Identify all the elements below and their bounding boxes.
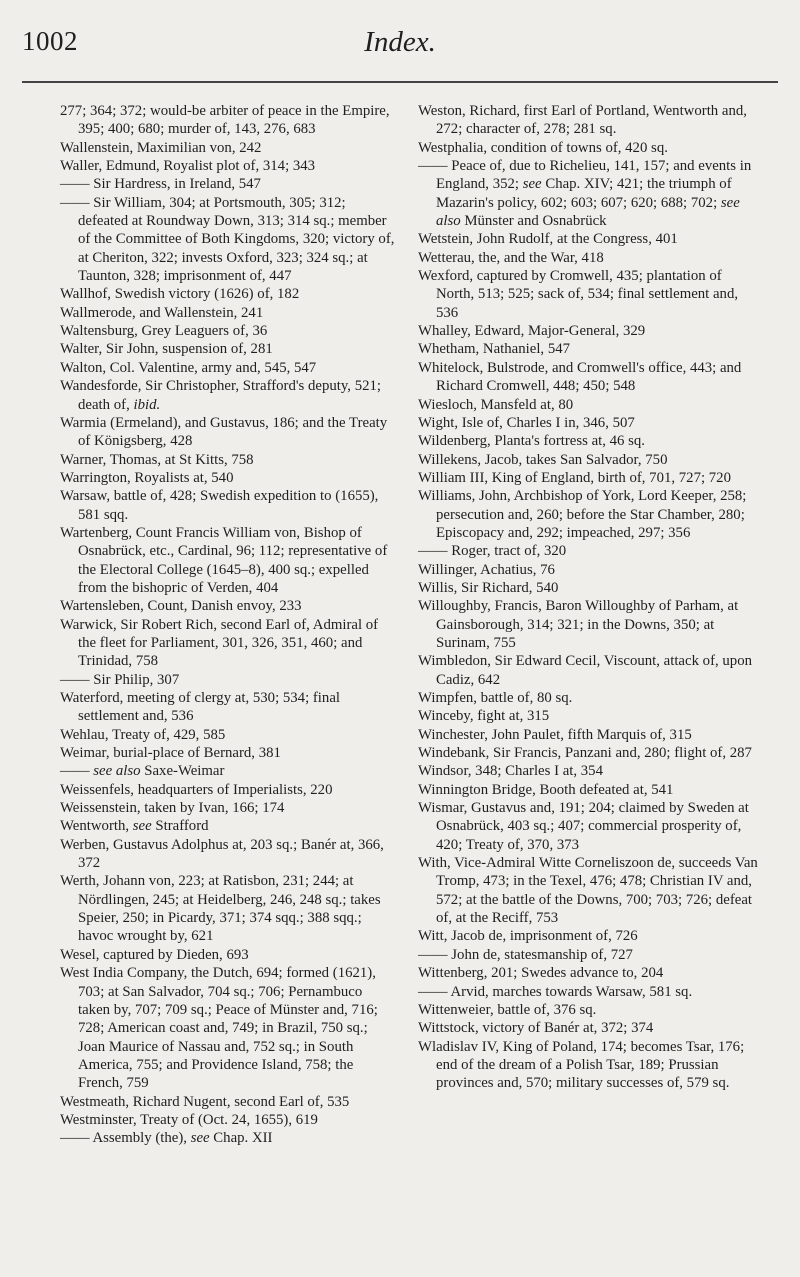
index-entry: Weissenfels, headquarters of Imperialists, 220 <box>60 781 333 798</box>
index-entry: Wetstein, John Rudolf, at the Congress, 401 <box>418 231 678 248</box>
index-entry: Wartensleben, Count, Danish envoy, 233 <box>60 598 302 615</box>
index-entry: Wittenweier, battle of, 376 sq. <box>418 1001 597 1018</box>
index-entry: Warsaw, battle of, 428; Swedish expedition to (1655), 581 sqq. <box>60 488 379 523</box>
index-entry: Whalley, Edward, Major-General, 329 <box>418 323 646 340</box>
index-entry: Williams, John, Archbishop of York, Lord Keeper, 258; persecution and, 260; before the Star Chamber, 280; Episcopacy and, 292; impeached, 297; 356 <box>418 488 747 541</box>
index-entry: —— Sir Philip, 307 <box>60 671 180 688</box>
index-entry: Wittstock, victory of Banér at, 372; 374 <box>418 1020 654 1037</box>
running-title: Index. <box>364 26 436 58</box>
index-entry: —— Roger, tract of, 320 <box>418 543 567 560</box>
index-entry: Werth, Johann von, 223; at Ratisbon, 231; 244; at Nördlingen, 245; at Heidelberg, 246, 248 sq.; takes Speier, 250; in Picardy, 371; 374 sqq.; 388 sqq.; havoc wrought by, 621 <box>60 873 381 945</box>
index-entry: Wildenberg, Planta's fortress at, 46 sq. <box>418 433 645 450</box>
index-entry: Warrington, Royalists at, 540 <box>60 469 234 486</box>
index-entry: Wiesloch, Mansfeld at, 80 <box>418 396 574 413</box>
index-entry: Wimpfen, battle of, 80 sq. <box>418 690 573 706</box>
index-entry: Westminster, Treaty of (Oct. 24, 1655), 619 <box>60 1111 318 1128</box>
index-entry: West India Company, the Dutch, 694; formed (1621), 703; at San Salvador, 704 sq.; 706; Pernambuco taken by, 707; 709 sq.; Peace of Münster and, 716; 728; American coast and, 749; in Brazil, 750 sq.; Joan Maurice of Nassau and, 752 sq.; in South America, 755; and Providence Island, 758; the French, 759 <box>60 965 378 1092</box>
index-entry: Wladislav IV, King of Poland, 174; becomes Tsar, 176; end of the dream of a Polish Tsar, 189; Prussian provinces and, 570; military successes of, 579 sq. <box>418 1038 745 1092</box>
index-entry: 277; 364; 372; would-be arbiter of peace in the Empire, 395; 400; 680; murder of, 143, 276, 683 <box>60 103 390 138</box>
index-entry: Waterford, meeting of clergy at, 530; 534; final settlement and, 536 <box>60 690 340 725</box>
index-entry: —— Sir Hardress, in Ireland, 547 <box>60 176 261 193</box>
index-entry: Wallhof, Swedish victory (1626) of, 182 <box>60 286 300 303</box>
index-entry: Wandesforde, Sir Christopher, Strafford's deputy, 521; death of, ibid. <box>60 378 382 413</box>
index-entry: Willis, Sir Richard, 540 <box>418 579 559 596</box>
index-entry: Westphalia, condition of towns of, 420 sq. <box>418 139 668 156</box>
index-entry: Wesel, captured by Dieden, 693 <box>60 946 249 963</box>
index-entry: Waltensburg, Grey Leaguers of, 36 <box>60 323 268 340</box>
index-entry: Wismar, Gustavus and, 191; 204; claimed by Sweden at Osnabrück, 403 sq.; 407; commercial prosperity of, 420; Treaty of, 370, 373 <box>418 800 749 853</box>
index-entry: Walton, Col. Valentine, army and, 545, 547 <box>60 359 317 376</box>
index-entry: Wetterau, the, and the War, 418 <box>418 249 604 266</box>
index-entry: Westmeath, Richard Nugent, second Earl of, 535 <box>60 1093 350 1110</box>
index-entry: —— Sir William, 304; at Portsmouth, 305; 312; defeated at Roundway Down, 313; 314 sq.; member of the Committee of Both Kingdoms, 320; victory of, at Cheriton, 322; invests Oxford, 323; 324 sq.; at Taunton, 328; imprisonment of, 447 <box>60 194 395 285</box>
index-entry: Winceby, fight at, 315 <box>418 708 550 725</box>
index-entry: Walter, Sir John, suspension of, 281 <box>60 341 273 358</box>
index-entry: Wallenstein, Maximilian von, 242 <box>60 139 262 156</box>
index-entry: Wartenberg, Count Francis William von, Bishop of Osnabrück, etc., Cardinal, 96; 112; representative of the Electoral College (1645–8), 400 sq.; expelled from the bishopric of Verden, 404 <box>60 524 388 596</box>
index-entry: Willinger, Achatius, 76 <box>418 561 555 578</box>
index-entry: With, Vice-Admiral Witte Corneliszoon de, succeeds Van Tromp, 473; in the Texel, 476; 478; Christian IV and, 572; at the battle of the Downs, 700; 703; 726; defeat of, at the Reciff, 753 <box>418 855 758 927</box>
index-entry: Wimbledon, Sir Edward Cecil, Viscount, attack of, upon Cadiz, 642 <box>418 653 752 688</box>
index-entry: —— see also Saxe-Weimar <box>60 763 225 780</box>
index-column-right <box>418 102 760 1093</box>
index-entry: Whetham, Nathaniel, 547 <box>418 341 571 358</box>
index-entry: Wexford, captured by Cromwell, 435; plantation of North, 513; 525; sack of, 534; final settlement and, 536 <box>418 268 739 321</box>
index-entry: William III, King of England, birth of, 701, 727; 720 <box>418 469 731 486</box>
page-number: 1002 <box>22 26 78 56</box>
index-entry: Werben, Gustavus Adolphus at, 203 sq.; Banér at, 366, 372 <box>60 836 384 872</box>
index-entry: Whitelock, Bulstrode, and Cromwell's office, 443; and Richard Cromwell, 448; 450; 548 <box>418 359 742 395</box>
index-entry: Wallmerode, and Wallenstein, 241 <box>60 304 264 321</box>
index-entry: Windebank, Sir Francis, Panzani and, 280; flight of, 287 <box>418 745 752 762</box>
index-entry: Warner, Thomas, at St Kitts, 758 <box>60 451 254 468</box>
index-entry: Weimar, burial-place of Bernard, 381 <box>60 745 281 762</box>
index-entry: Waller, Edmund, Royalist plot of, 314; 343 <box>60 158 316 175</box>
index-entry: Winnington Bridge, Booth defeated at, 541 <box>418 781 674 798</box>
index-entry: Wittenberg, 201; Swedes advance to, 204 <box>418 965 664 982</box>
index-entry: Wight, Isle of, Charles I in, 346, 507 <box>418 414 635 431</box>
index-entry: Winchester, John Paulet, fifth Marquis of, 315 <box>418 726 692 743</box>
index-entry: Willekens, Jacob, takes San Salvador, 750 <box>418 451 668 468</box>
index-entry: Warwick, Sir Robert Rich, second Earl of, Admiral of the fleet for Parliament, 301, 326, 351, 460; and Trinidad, 758 <box>60 616 379 670</box>
index-entry: —— Assembly (the), see Chap. XII <box>60 1130 273 1147</box>
header-rule <box>22 81 778 83</box>
index-entry: Weston, Richard, first Earl of Portland, Wentworth and, 272; character of, 278; 281 sq. <box>418 103 747 138</box>
index-entry: Wentworth, see Strafford <box>60 818 209 835</box>
index-entry: —— Peace of, due to Richelieu, 141, 157; and events in England, 352; see Chap. XIV; 421; the triumph of Mazarin's policy, 602; 603; 607; 620; 688; 702; see also Münster and Osnabrück <box>418 158 752 230</box>
index-entry: Windsor, 348; Charles I at, 354 <box>418 763 603 780</box>
index-entry: Willoughby, Francis, Baron Willoughby of Parham, at Gainsborough, 314; 321; in the Downs, 350; at Surinam, 755 <box>418 598 739 651</box>
index-entry: Wehlau, Treaty of, 429, 585 <box>60 726 226 743</box>
index-entry: Warmia (Ermeland), and Gustavus, 186; and the Treaty of Königsberg, 428 <box>60 414 388 450</box>
index-entry: Witt, Jacob de, imprisonment of, 726 <box>418 928 638 945</box>
index-entry: —— Arvid, marches towards Warsaw, 581 sq. <box>418 983 693 1000</box>
index-entry: Weissenstein, taken by Ivan, 166; 174 <box>60 800 285 817</box>
index-column-left <box>60 102 396 1148</box>
index-entry: —— John de, statesmanship of, 727 <box>418 946 633 963</box>
